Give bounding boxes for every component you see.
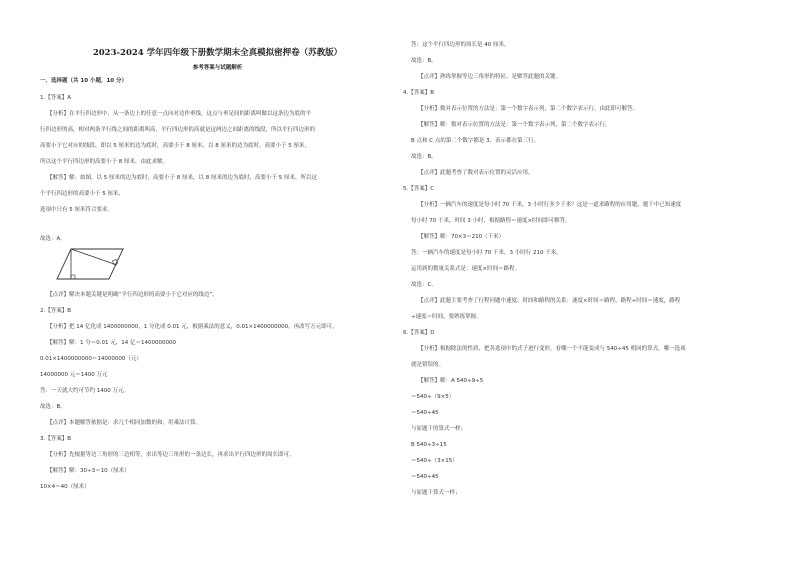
text-line: B 540÷3÷15 [411,442,447,448]
text-line: 运用到的数量关系式是：速度×时间＝路程。 [411,266,521,272]
text-line: 【分析】把 14 亿化成 1400000000，1 分化成 0.01 元，根据乘法的意义，0.01×1400000000，再改写万元即可。 [47,324,338,330]
text-line: 就是错误的。 [411,362,445,368]
text-line: 【分析】在平行四边形中，从一条边上的任意一点向对边作垂线，这点与垂足间的距离叫做以这条边为底的平 [47,111,312,117]
question-4-answer: 4.【答案】B [403,90,435,96]
question-2-answer: 2.【答案】B [40,308,72,314]
text-line: 【点评】此题主要考查了行程问题中速度、时间和路程的关系：速度×时间＝路程，路程÷时间＝速度，路程 [418,298,681,304]
text-line: 【点评】熟练掌握等边三角形的特征，是解答此题的关键。 [418,74,562,80]
text-line: 选项中只有 5 厘米符合要求。 [40,207,113,213]
text-line: 故选：A。 [40,236,66,242]
text-line: 10×4＝40（厘米） [40,484,90,490]
page-title: 2023-2024 学年四年级下册数学期末全真模拟密押卷（苏教版） [92,48,343,58]
question-5-answer: 5.【答案】C [403,186,435,192]
text-line: 与原题干的算式一样； [411,426,467,432]
text-line: 【点评】本题解答依据是：求几个相同加数的和，用乘法计算。 [47,420,202,426]
text-line: 【解答】解：30÷3＝10（厘米） [47,468,130,474]
text-line: 【解答】解：1 分＝0.01 元，14 亿＝1400000000 [47,340,176,346]
text-line: ＝540÷（3×15） [411,458,458,464]
text-line: 【分析】根据除法的性质，把各选项中的式子进行变形，看哪一个不能变成与 540÷45 相同的算式，哪一选项 [418,346,686,352]
text-line: 【解答】解：A 540÷9÷5 [418,378,484,384]
question-3-answer: 3.【答案】B [40,436,72,442]
text-line: 答：这个平行四边形的周长是 40 厘米。 [411,42,510,48]
text-line: 【分析】数对表示位置的方法是：第一个数字表示列，第二个数字表示行，由此即可解答。 [418,106,639,112]
text-line: B 点和 C 点的第二个数字都是 3，表示都在第三行。 [411,138,540,144]
text-line: 14000000 元＝1400 万元 [40,372,108,378]
text-line: 每小时 70 千米，时间 3 小时，根据路程＝速度×时间即可解答。 [411,218,571,224]
text-line: 故选：B。 [411,58,437,64]
text-line: 答：一辆汽车的速度是每小时 70 千米，3 小时行 210 千米。 [411,250,562,256]
text-line: ＝540÷45 [411,474,439,480]
text-line: 故选：B。 [40,404,66,410]
text-line: 【解答】解：70×3＝210（千米） [418,234,505,240]
section-heading: 一、选择题（共 10 小题，10 分） [40,78,128,84]
question-1-answer: 1.【答案】A [40,95,72,101]
text-line: 与原题干算式一样； [411,490,461,496]
page-subtitle: 参考答案与试题解析 [192,65,243,71]
text-line: 答：一天就大约可节约 1400 万元。 [40,388,129,394]
question-6-answer: 6.【答案】D [403,330,435,336]
text-line: 0.01×1400000000＝14000000（元） [40,356,142,362]
text-line: ＝540÷（9×5） [411,394,455,400]
parallelogram-figure [55,247,125,281]
text-line: 【点评】此题考查了数对表示位置的灵活应用。 [418,170,534,176]
text-line: 所以这个平行四边形的高要小于 8 厘米，由此求解。 [40,159,168,165]
text-line: 故选：C。 [411,282,437,288]
text-line: 个平行四边形的高要小于 5 厘米， [40,191,124,197]
text-line: 【分析】先根据等边三角形的三边相等，求出等边三角形的一条边长，再求出平行四边形的周长即可。 [47,452,295,458]
text-line: ÷速度＝时间，要熟练掌握。 [411,314,482,320]
text-line: 【解答】解：数对表示位置的方法是：第一个数字表示列，第二个数字表示行， [418,122,611,128]
text-line: ＝540÷45 [411,410,439,416]
text-line: 高要小于它对应的线段，即以 5 厘米的边为底时，高要小于 8 厘米，以 8 厘米的边为底时，高要小于 5 厘米， [40,143,310,149]
text-line: 【分析】一辆汽车的速度是每小时 70 千米，3 小时行多少千米？这是一道求路程的应用题，题干中已知速度 [418,202,682,208]
text-line: 【解答】解：如图，以 5 厘米的边为底时，高要小于 8 厘米，以 8 厘米的边为底时，高要小于 5 厘米，所以这 [47,175,317,181]
text-line: 行四边形的高，相对两条平行线之间的距离叫高，平行四边形的高就是这两边之间距离的线段，所以平行四边形的 [40,127,316,133]
text-line: 故选：B。 [411,154,437,160]
text-line: 【点评】解决本题关键是明确“平行四边形的高要小于它对应的线边”。 [47,292,218,298]
